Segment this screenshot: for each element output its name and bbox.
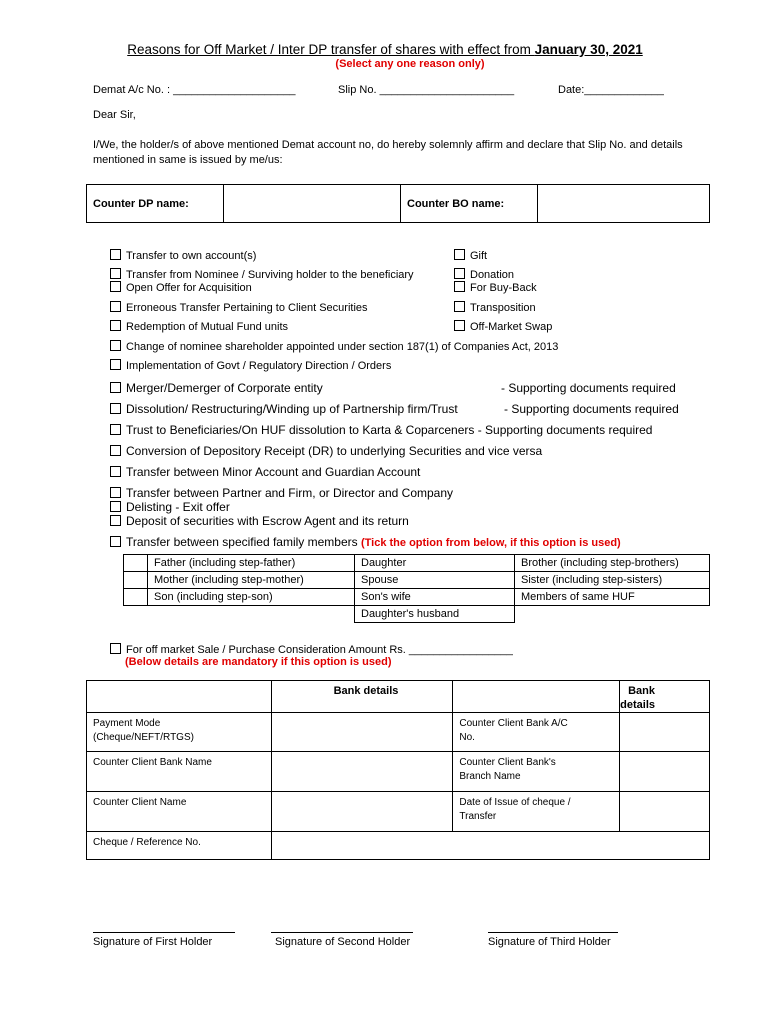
page-title: Reasons for Off Market / Inter DP transfer of shares with effect from January 30, 2021 [127,42,643,57]
table-row [87,713,710,752]
table-row [87,792,710,832]
family-cell[interactable]: Brother (including step-brothers) [515,555,710,572]
counter-bank-ac-input[interactable] [620,713,710,752]
signature-second-holder: Signature of Second Holder [275,936,411,948]
option-minor-guardian[interactable]: Transfer between Minor Account and Guardian Account [110,465,420,479]
checkbox[interactable] [110,268,121,279]
option-buy-back[interactable]: For Buy-Back [454,281,537,294]
checkbox[interactable] [110,382,121,393]
issue-date-label: Date of Issue of cheque / Transfer [453,792,620,832]
checkbox[interactable] [110,359,121,370]
slip-number-field[interactable]: Slip No. ______________________ [338,84,515,96]
checkbox[interactable] [110,249,121,260]
checkbox[interactable] [454,268,465,279]
checkbox[interactable] [110,643,121,654]
option-govt-direction[interactable]: Implementation of Govt / Regulatory Direction / Orders [110,359,391,372]
option-open-offer[interactable]: Open Offer for Acquisition [110,281,252,294]
page-subtitle: (Select any one reason only) [335,58,485,70]
option-gift[interactable]: Gift [454,249,487,262]
option-erroneous[interactable]: Erroneous Transfer Pertaining to Client Securities [110,301,368,314]
option-delisting[interactable]: Delisting - Exit offer [110,500,230,514]
family-cell[interactable]: Spouse [355,572,515,589]
family-cell[interactable]: Members of same HUF [515,589,710,606]
option-off-market-swap[interactable]: Off-Market Swap [454,320,552,333]
family-cell[interactable]: Mother (including step-mother) [148,572,355,589]
option-family-members[interactable]: Transfer between specified family members (Tick the option from below, if this option is used) [110,535,621,549]
declaration-line-2: mentioned in same is issued by me/us: [93,154,283,166]
sale-note: (Below details are mandatory if this option is used) [125,656,392,668]
demat-account-field[interactable]: Demat A/c No. : ____________________ [93,84,296,96]
branch-name-input[interactable] [620,752,710,792]
checkbox[interactable] [454,320,465,331]
option-transposition[interactable]: Transposition [454,301,536,314]
checkbox[interactable] [110,281,121,292]
table-row [87,832,710,860]
checkbox[interactable] [454,301,465,312]
bank-name-label: Counter Client Bank Name [87,752,272,792]
client-name-label: Counter Client Name [87,792,272,832]
checkbox[interactable] [110,536,121,547]
option-nominee[interactable]: Transfer from Nominee / Surviving holder to the beneficiary [110,268,414,281]
counter-bo-label: Counter BO name: [401,185,538,223]
signature-third-holder: Signature of Third Holder [488,936,611,948]
counter-bo-input[interactable] [538,185,710,223]
option-nominee-shareholder[interactable]: Change of nominee shareholder appointed under section 187(1) of Companies Act, 2013 [110,340,558,353]
counter-dp-input[interactable] [224,185,401,223]
family-cell[interactable]: Sister (including step-sisters) [515,572,710,589]
option-merger[interactable]: Merger/Demerger of Corporate entity [110,381,323,395]
cheque-ref-label: Cheque / Reference No. [87,832,272,860]
checkbox[interactable] [110,445,121,456]
option-dr-conversion[interactable]: Conversion of Depository Receipt (DR) to underlying Securities and vice versa [110,444,542,458]
option-huf[interactable]: Trust to Beneficiaries/On HUF dissolution to Karta & Coparceners - Supporting documents required [110,423,652,437]
checkbox[interactable] [110,466,121,477]
branch-name-label: Counter Client Bank's Branch Name [453,752,620,792]
declaration-line-1: I/We, the holder/s of above mentioned Demat account no, do hereby solemnly affirm and declare that Slip No. and details [93,139,683,151]
bank-details-header-left: Bank details [271,681,452,713]
checkbox[interactable] [110,515,121,526]
checkbox[interactable] [110,403,121,414]
option-escrow[interactable]: Deposit of securities with Escrow Agent and its return [110,514,409,528]
checkbox[interactable] [110,301,121,312]
counter-dp-label: Counter DP name: [87,185,224,223]
family-cell[interactable]: Father (including step-father) [148,555,355,572]
checkbox[interactable] [110,501,121,512]
tick-cell[interactable] [124,572,148,589]
counter-bank-ac-label: Counter Client Bank A/C No. [453,713,620,752]
signature-first-holder: Signature of First Holder [93,936,213,948]
signature-line-third[interactable] [488,932,618,933]
family-note: (Tick the option from below, if this option is used) [360,537,621,549]
checkbox[interactable] [110,340,121,351]
table-row [124,572,710,589]
cheque-ref-input[interactable] [271,832,709,860]
payment-mode-input[interactable] [271,713,452,752]
bank-name-input[interactable] [271,752,452,792]
signature-line-second[interactable] [271,932,413,933]
family-cell[interactable]: Daughter's husband [355,606,515,623]
table-row [124,555,710,572]
option-donation[interactable]: Donation [454,268,514,281]
checkbox[interactable] [110,424,121,435]
checkbox[interactable] [110,487,121,498]
table-row [124,589,710,606]
family-members-table [123,554,710,623]
payment-mode-label: Payment Mode (Cheque/NEFT/RTGS) [87,713,272,752]
option-sale-purchase[interactable]: For off market Sale / Purchase Consideration Amount Rs. _________________ [110,643,513,656]
table-row [124,606,710,623]
option-own-account[interactable]: Transfer to own account(s) [110,249,256,262]
family-cell[interactable]: Son (including step-son) [148,589,355,606]
checkbox[interactable] [454,281,465,292]
client-name-input[interactable] [271,792,452,832]
salutation: Dear Sir, [93,109,136,121]
issue-date-input[interactable] [620,792,710,832]
date-field[interactable]: Date:_____________ [558,84,664,96]
merger-note: - Supporting documents required [501,381,676,395]
tick-cell[interactable] [124,589,148,606]
option-mutual-fund[interactable]: Redemption of Mutual Fund units [110,320,288,333]
table-row [87,681,710,713]
tick-cell[interactable] [124,555,148,572]
bank-details-table [86,680,710,860]
checkbox[interactable] [454,249,465,260]
bank-details-header-right: Bank details [620,681,710,713]
option-dissolution[interactable]: Dissolution/ Restructuring/Winding up of Partnership firm/Trust [110,402,458,416]
counter-details-table [86,184,710,223]
dissolution-note: - Supporting documents required [504,402,679,416]
table-row [87,752,710,792]
family-cell[interactable]: Son's wife [355,589,515,606]
family-cell[interactable]: Daughter [355,555,515,572]
option-partner-firm[interactable]: Transfer between Partner and Firm, or Director and Company [110,486,453,500]
checkbox[interactable] [110,320,121,331]
signature-line-first[interactable] [93,932,235,933]
